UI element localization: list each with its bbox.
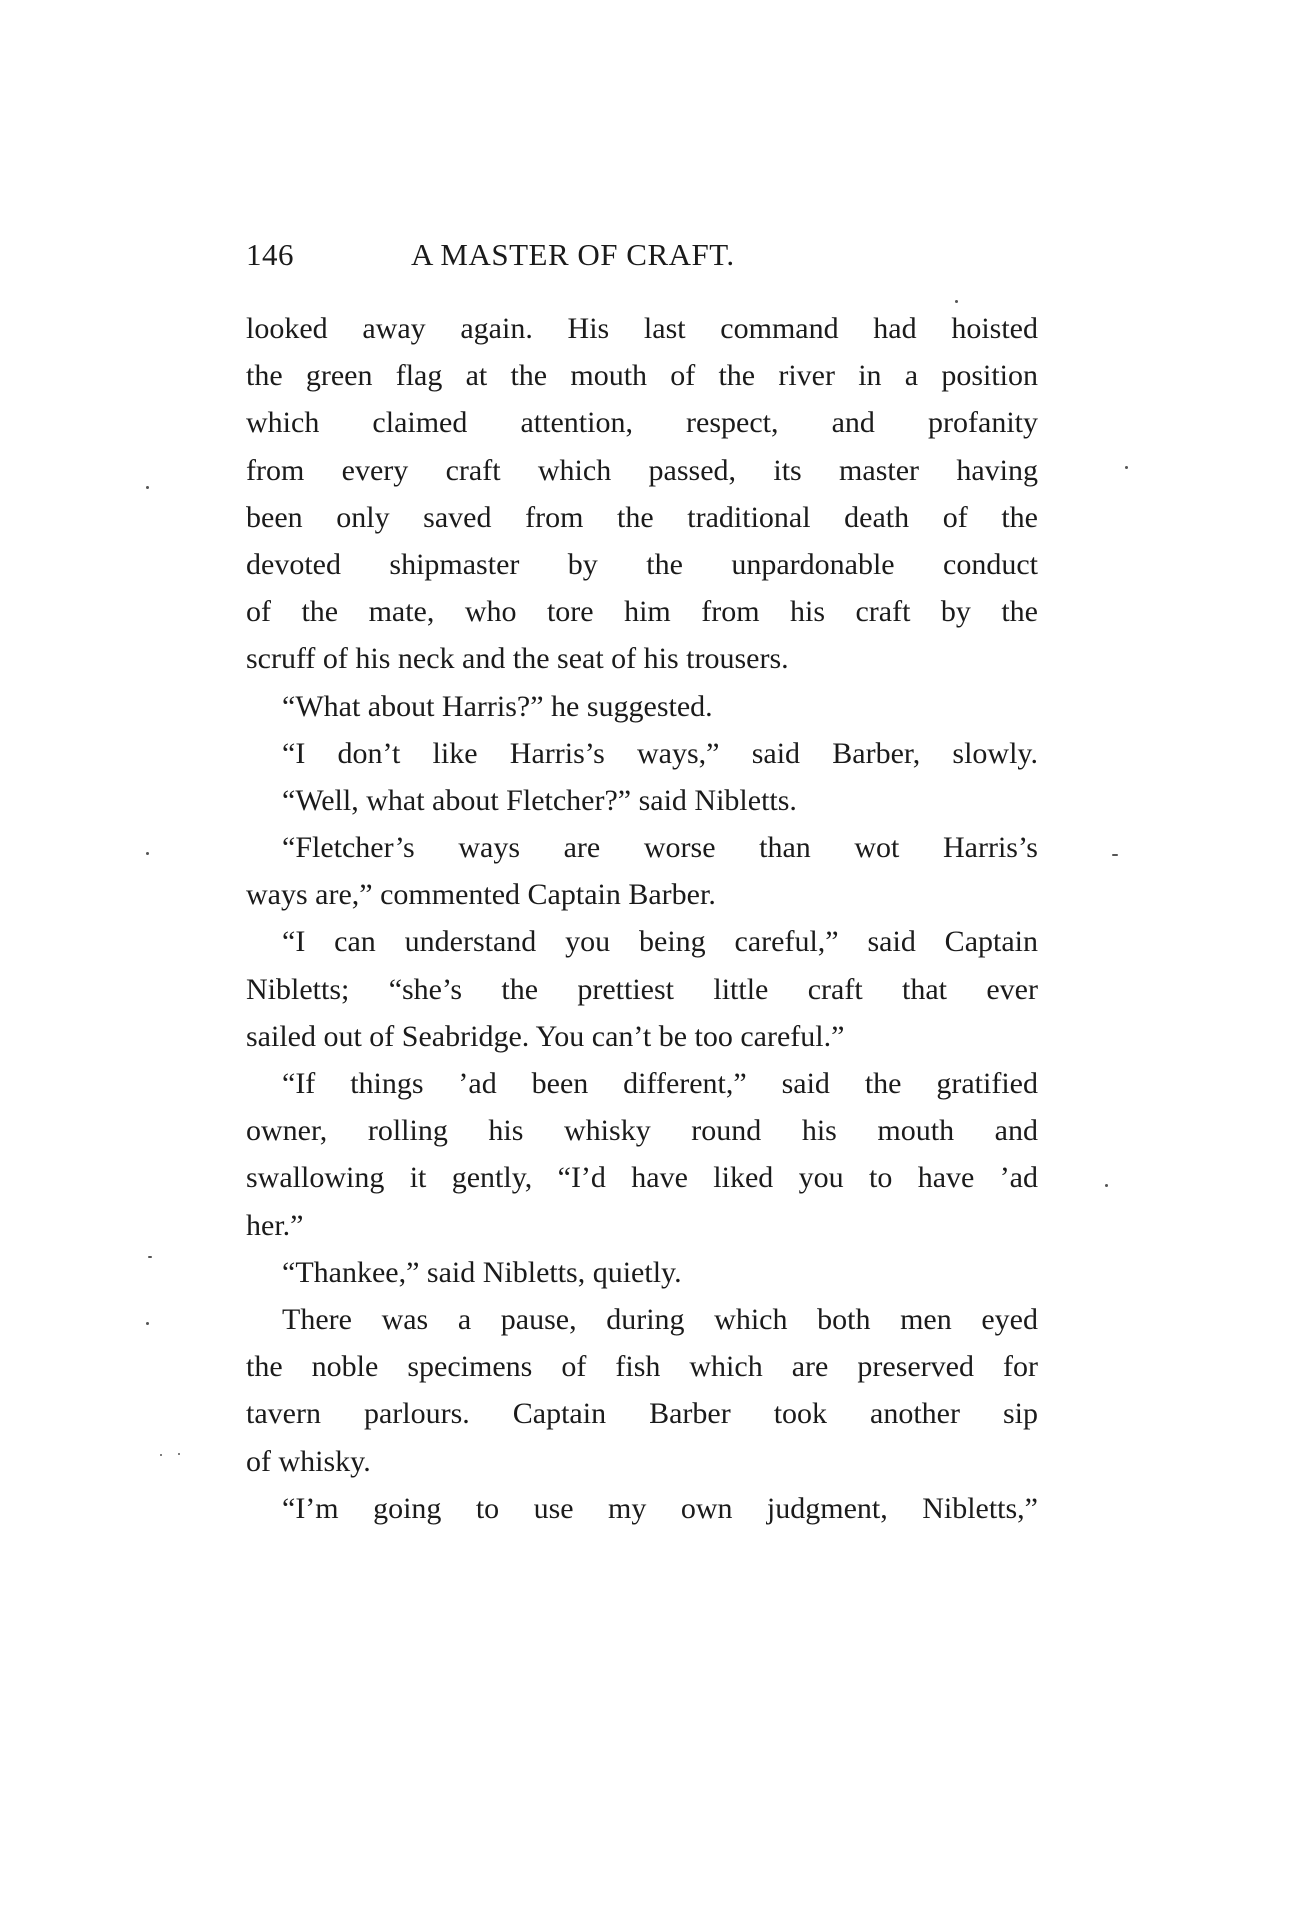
text-line: from every craft which passed, its master having xyxy=(246,453,1038,487)
text-line: Nibletts; “she’s the prettiest little craft that ever xyxy=(246,972,1038,1006)
text-line: “I don’t like Harris’s ways,” said Barber, slowly. xyxy=(282,736,1038,770)
text-line: tavern parlours. Captain Barber took another sip xyxy=(246,1397,1038,1431)
body-text xyxy=(246,305,1038,1532)
text-line: of whisky. xyxy=(246,1444,371,1478)
text-line: been only saved from the traditional death of the xyxy=(246,500,1038,534)
scan-speck xyxy=(146,852,149,855)
scan-speck xyxy=(1105,1184,1108,1187)
text-line: the green flag at the mouth of the river in a position xyxy=(246,359,1038,393)
scan-speck xyxy=(955,300,958,303)
text-line: ways are,” commented Captain Barber. xyxy=(246,878,716,912)
text-line: her.” xyxy=(246,1208,304,1242)
scan-speck xyxy=(148,1256,152,1258)
text-line: which claimed attention, respect, and profanity xyxy=(246,406,1038,440)
text-line: “Fletcher’s ways are worse than wot Harris’s xyxy=(282,831,1038,865)
text-line: looked away again. His last command had hoisted xyxy=(246,312,1038,345)
text-line: the noble specimens of fish which are preserved for xyxy=(246,1350,1038,1384)
scan-speck xyxy=(1125,466,1128,469)
text-line: of the mate, who tore him from his craft by the xyxy=(246,595,1038,629)
text-line: “I can understand you being careful,” said Captain xyxy=(282,925,1038,959)
text-line: “If things ’ad been different,” said the gratified xyxy=(282,1067,1038,1100)
scan-speck xyxy=(146,1322,149,1325)
text-line: owner, rolling his whisky round his mouth and xyxy=(246,1114,1038,1148)
scan-speck xyxy=(1112,854,1118,856)
text-line: scruff of his neck and the seat of his trousers. xyxy=(246,642,789,676)
scan-speck xyxy=(178,1453,180,1455)
page-number: 146 xyxy=(246,237,294,272)
text-line: sailed out of Seabridge. You can’t be too careful.” xyxy=(246,1019,845,1053)
text-line: There was a pause, during which both men eyed xyxy=(282,1302,1038,1336)
running-title: A MASTER OF CRAFT. xyxy=(411,237,735,272)
text-line: “Thankee,” said Nibletts, quietly. xyxy=(282,1255,682,1289)
text-line: devoted shipmaster by the unpardonable conduct xyxy=(246,547,1038,581)
page-header xyxy=(246,237,1038,277)
scan-speck xyxy=(160,1454,162,1456)
text-line: “I’m going to use my own judgment, Nibletts,” xyxy=(282,1491,1038,1525)
scan-speck xyxy=(146,486,149,489)
text-line: “Well, what about Fletcher?” said Nibletts. xyxy=(282,783,797,817)
text-line: “What about Harris?” he suggested. xyxy=(282,689,713,723)
text-line: swallowing it gently, “I’d have liked you to have ’ad xyxy=(246,1161,1038,1195)
